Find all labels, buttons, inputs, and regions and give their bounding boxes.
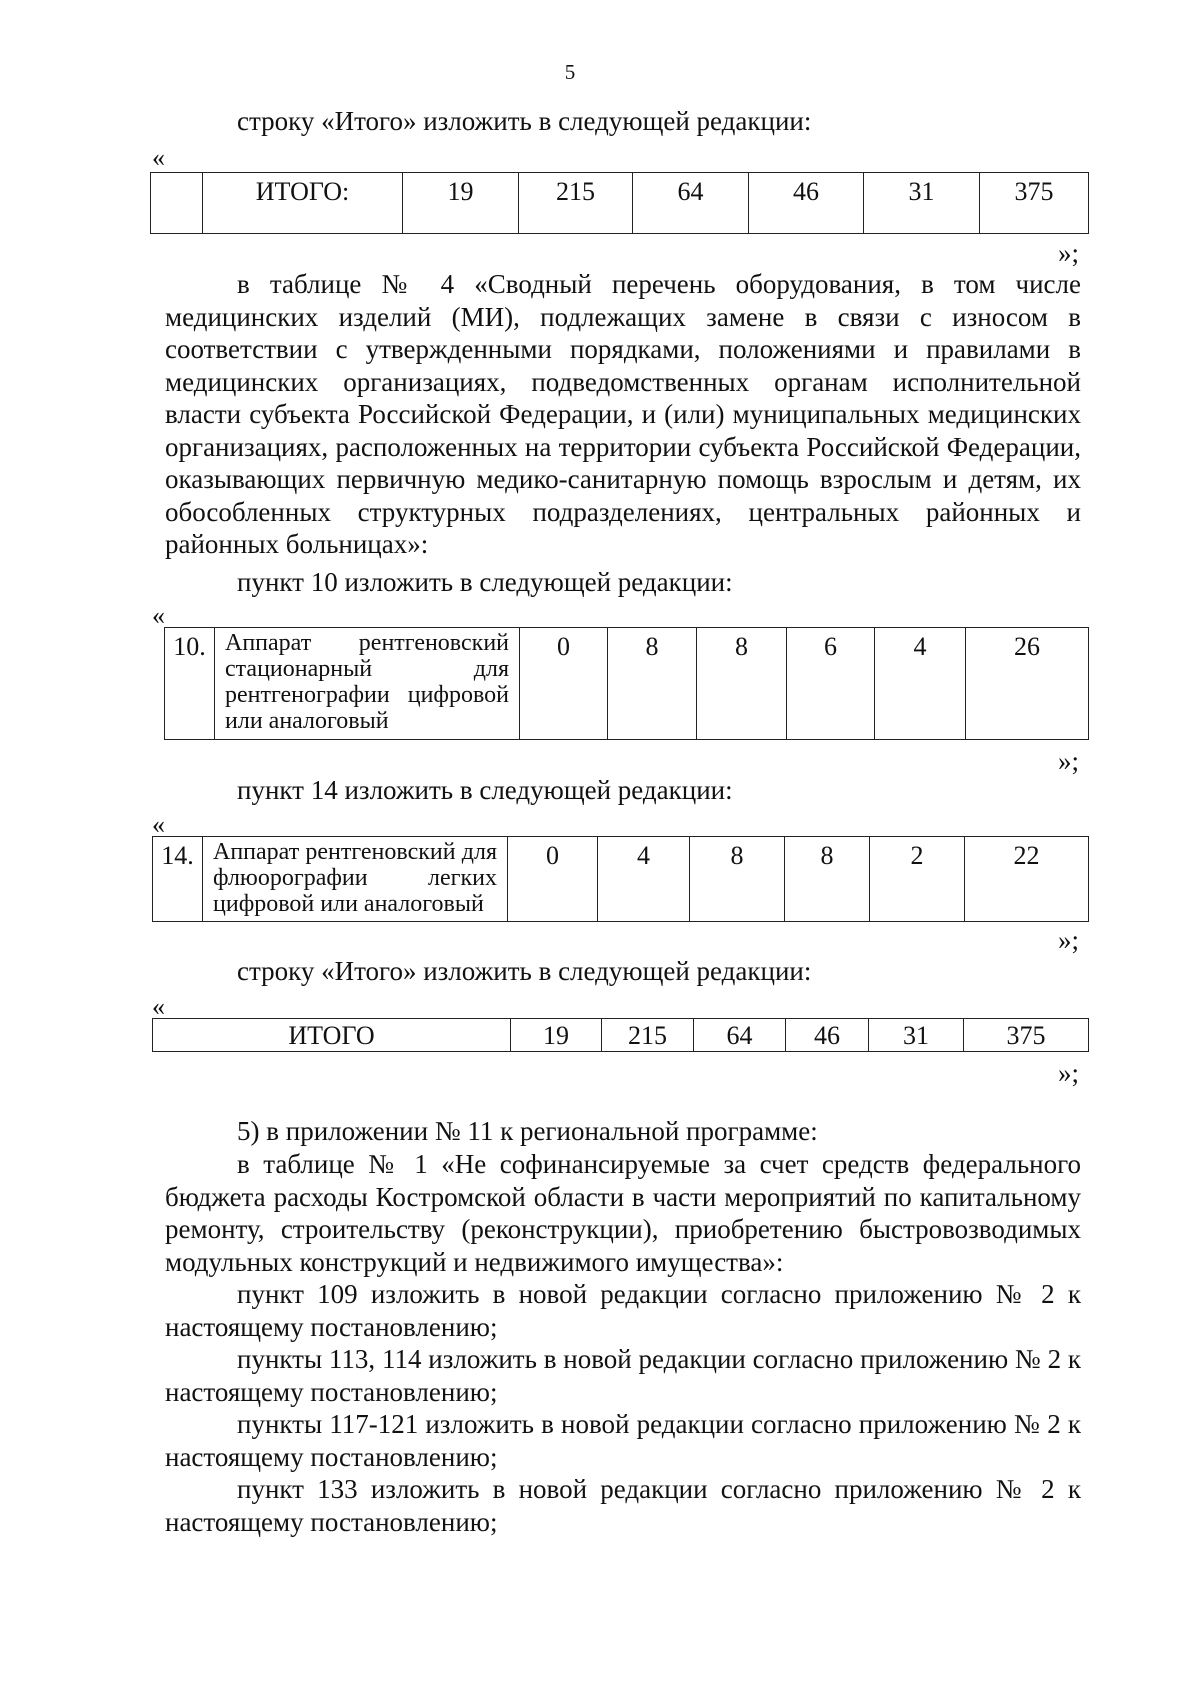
section-5-heading: 5) в приложении № 11 к региональной программе:	[237, 1116, 818, 1146]
table-cell: 8	[697, 628, 787, 740]
table-cell: 8	[785, 837, 870, 922]
intro-itogo-2: строку «Итого» изложить в следующей редакции:	[237, 956, 812, 986]
table-cell-empty	[151, 173, 203, 234]
row-number: 10.	[165, 628, 215, 740]
table-cell: 46	[786, 1019, 869, 1052]
itogo-label: ИТОГО:	[203, 173, 403, 234]
table-cell: 64	[694, 1019, 786, 1052]
paragraph-punkt-113: пункты 113, 114 изложить в новой редакции согласно приложению № 2 к настоящему постановлению;	[165, 1344, 1081, 1407]
table-cell: 4	[875, 628, 966, 740]
intro-itogo-1: строку «Итого» изложить в следующей редакции:	[237, 106, 812, 136]
table-cell: 22	[965, 837, 1089, 922]
close-quote-4: »;	[1058, 1058, 1080, 1088]
itogo-label: ИТОГО	[153, 1019, 511, 1052]
table-cell: 4	[598, 837, 690, 922]
equipment-name: Аппарат рентгеновский для флюорографии легких цифровой или аналоговый	[203, 837, 508, 922]
intro-punkt-10: пункт 10 изложить в следующей редакции:	[237, 567, 733, 597]
open-quote-4: «	[152, 992, 165, 1021]
paragraph-punkt-133: пункт 133 изложить в новой редакции согласно приложению № 2 к настоящему постановлению;	[165, 1474, 1081, 1537]
punkt-14-table	[152, 836, 1089, 922]
table-cell: 64	[633, 173, 749, 234]
table-cell: 6	[787, 628, 875, 740]
paragraph-table-4: в таблице № 4 «Сводный перечень оборудования, в том числе медицинских изделий (МИ), подлежащих замене в связи с износом в соответствии с утвержденными порядками, положениями и правилами в медицинских организациях, подведомственных органам исполнительной власти субъекта Российской Федерации, и (или) муниципальных медицинских организациях, расположенных на территории субъекта Российской Федерации, оказывающих первичную медико-санитарную помощь взрослым и детям, их обособленных структурных подразделениях, центральных районных и районных больницах»:	[165, 269, 1081, 559]
open-quote-1: «	[152, 143, 165, 172]
table-row	[153, 837, 1089, 922]
close-quote-1: »;	[1058, 238, 1080, 268]
paragraph-punkt-109: пункт 109 изложить в новой редакции согласно приложению № 2 к настоящему постановлению;	[165, 1279, 1081, 1342]
close-quote-3: »;	[1058, 925, 1080, 955]
table-cell: 19	[403, 173, 519, 234]
paragraph-punkt-117: пункты 117-121 изложить в новой редакции согласно приложению № 2 к настоящему постановлению;	[165, 1409, 1081, 1472]
table-row	[165, 628, 1089, 740]
table-cell: 375	[980, 173, 1089, 234]
table-cell: 2	[870, 837, 965, 922]
paragraph-table-1: в таблице № 1 «Не софинансируемые за счет средств федерального бюджета расходы Костромской области в части мероприятий по капитальному ремонту, строительству (реконструкции), приобретению быстровозводимых модульных конструкций и недвижимого имущества»:	[165, 1149, 1081, 1277]
table-cell: 31	[864, 173, 980, 234]
close-quote-2: »;	[1058, 746, 1080, 776]
itogo-table-2	[152, 1018, 1089, 1052]
table-cell: 19	[511, 1019, 602, 1052]
table-cell: 8	[690, 837, 785, 922]
table-row	[153, 1019, 1089, 1052]
page-number: 5	[564, 60, 576, 84]
table-cell: 31	[869, 1019, 964, 1052]
table-row	[151, 173, 1089, 234]
punkt-10-table	[164, 627, 1089, 740]
table-cell: 215	[519, 173, 633, 234]
table-cell: 215	[602, 1019, 694, 1052]
intro-punkt-14: пункт 14 изложить в следующей редакции:	[237, 775, 733, 805]
table-cell: 26	[966, 628, 1089, 740]
open-quote-2: «	[152, 601, 165, 630]
table-cell: 375	[964, 1019, 1089, 1052]
table-cell: 0	[508, 837, 598, 922]
table-cell: 0	[520, 628, 608, 740]
row-number: 14.	[153, 837, 203, 922]
open-quote-3: «	[152, 810, 165, 839]
itogo-table-1	[150, 172, 1089, 234]
equipment-name: Аппарат рентгеновский стационарный для рентгенографии цифровой или аналоговый	[215, 628, 520, 740]
table-cell: 8	[608, 628, 697, 740]
table-cell: 46	[749, 173, 864, 234]
